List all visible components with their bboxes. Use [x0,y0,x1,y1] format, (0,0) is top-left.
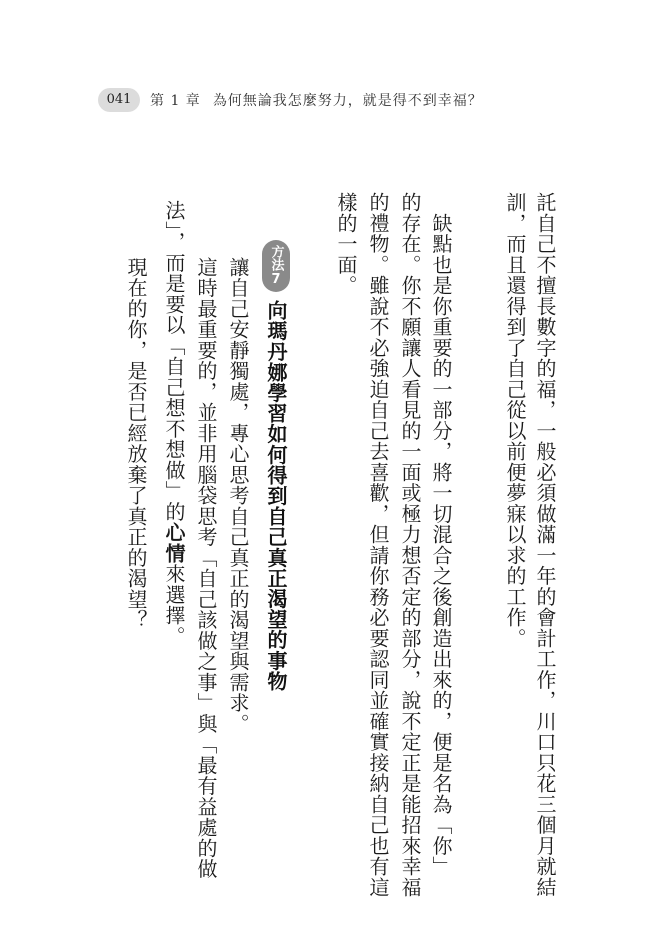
body-text-line: 讓自己安靜獨處，專心思考自己真正的渴望與需求。 [226,236,250,734]
emphasis-text: 心情 [162,522,186,564]
body-text-line: 缺點也是你重要的一部分，將一切混合之後創造出來的，便是名為「你」 [429,192,453,877]
body-text-line: 的存在。你不願讓人看見的一面或極力想否定的部分，說不定正是能招來幸福 [398,192,422,898]
page-number: 041 [98,88,140,112]
body-text-fragment: 來選擇。 [162,563,186,647]
method-badge [262,240,290,292]
chapter-label: 第 1 章 [150,93,201,109]
method-badge-label: 方法 [268,245,284,271]
body-text-fragment: 法」，而是要以「自己想不想做」的 [162,200,186,522]
body-text-line: 樣的一面。 [334,192,358,296]
body-text-line [164,200,184,860]
section-heading [260,240,292,691]
body-text-line: 的禮物。雖說不必強迫自己去喜歡，但請你務必要認同並確實接納自己也有這 [366,192,390,898]
body-text-line: 現在的你，是否已經放棄了真正的渴望？ [124,236,148,631]
body-text-line: 訓，而且還得到了自己從以前便夢寐以求的工作。 [503,192,527,649]
body-text-line: 託自己不擅長數字的福，一般必須做滿一年的會計工作，川口只花三個月就結 [533,192,557,898]
chapter-title: 為何無論我怎麼努力，就是得不到幸福？ [212,93,483,109]
body-text-line: 這時最重要的，並非用腦袋思考「自己該做之事」與「最有益處的做 [194,236,218,880]
section-heading-text: 向瑪丹娜學習如何得到自己真正渴望的事物 [264,300,288,692]
running-header [98,88,483,112]
method-badge-number: 7 [268,272,284,287]
